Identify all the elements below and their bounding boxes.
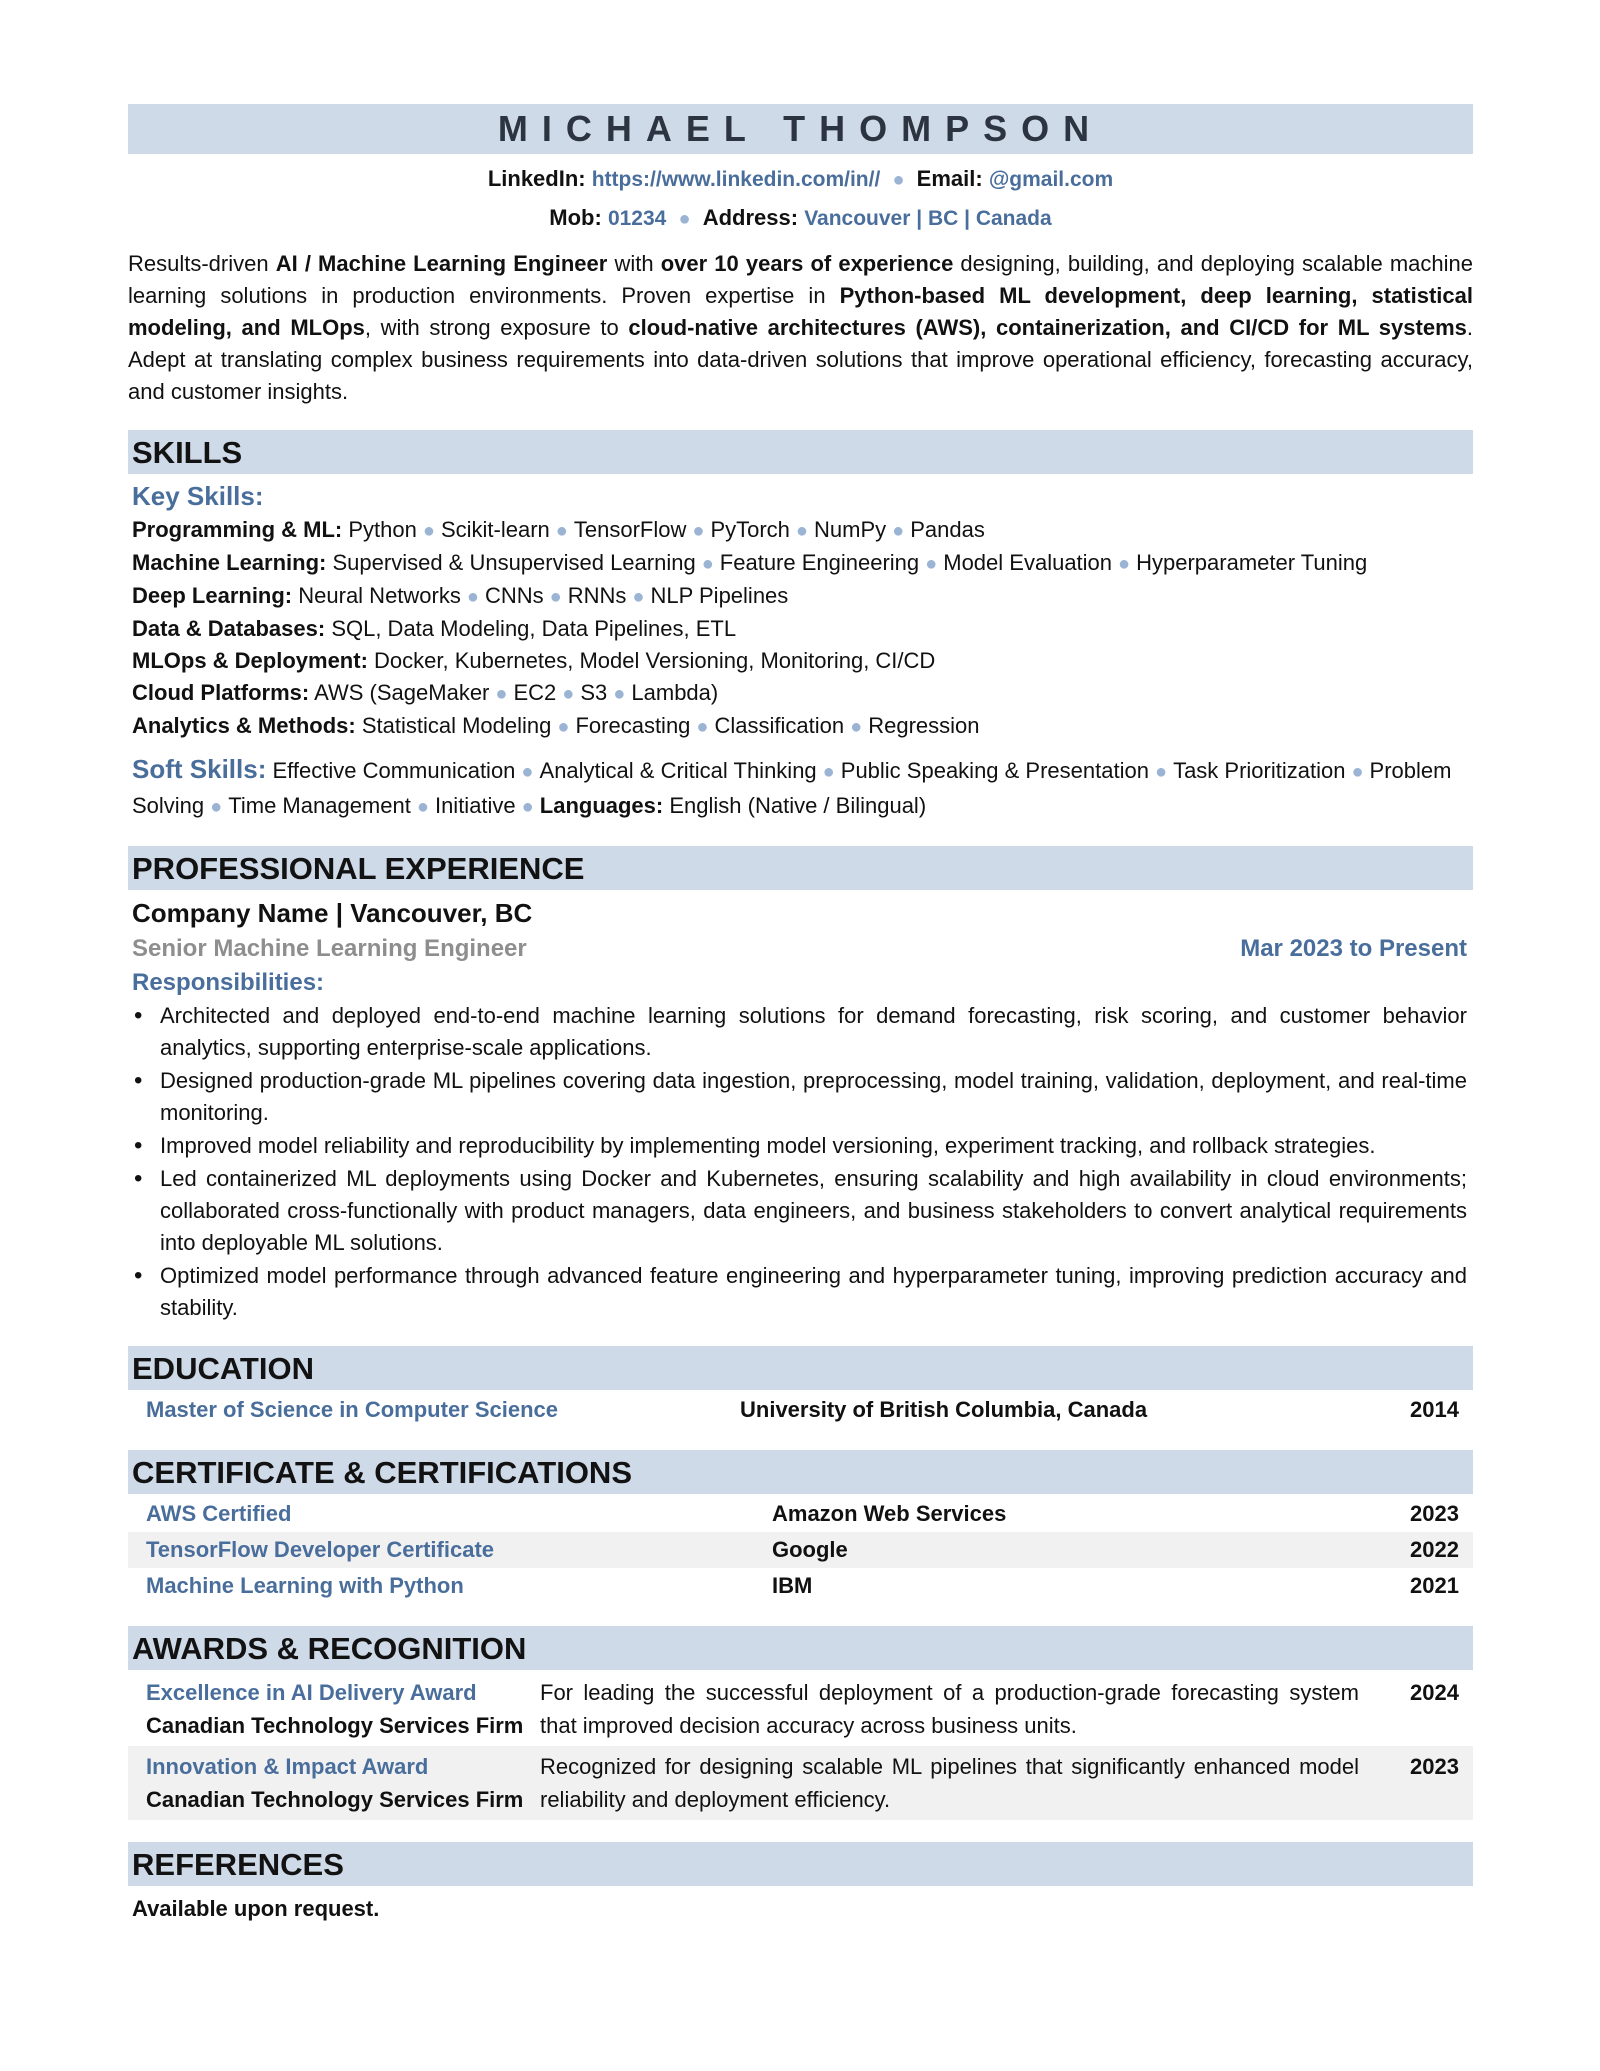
separator-dot-icon: ● <box>466 586 479 608</box>
award-description: For leading the successful deployment of a production-grade forecasting system that improved decision accuracy across business units. <box>540 1680 1359 1738</box>
separator-dot-icon: ● <box>557 716 570 738</box>
skill-item: Forecasting <box>575 713 691 738</box>
skill-item: Regression <box>868 713 980 738</box>
separator-dot-icon: ● <box>613 683 626 705</box>
languages-label: Languages: <box>539 793 664 818</box>
linkedin-link[interactable]: https://www.linkedin.com/in// <box>591 168 881 191</box>
cert-name: TensorFlow Developer Certificate <box>146 1537 495 1562</box>
key-skills-label: Key Skills: <box>132 481 264 511</box>
candidate-name: MICHAEL THOMPSON <box>128 104 1473 154</box>
separator-dot-icon: ● <box>822 761 835 783</box>
skill-item: AWS (SageMaker <box>314 680 490 705</box>
separator-dot-icon: ● <box>696 716 709 738</box>
company-name: Company Name | Vancouver, BC <box>132 898 533 928</box>
skill-category: MLOps & Deployment: <box>132 648 368 673</box>
cert-name: Machine Learning with Python <box>146 1573 464 1598</box>
separator-dot-icon: ● <box>422 520 435 542</box>
award-org: Canadian Technology Services Firm <box>146 1713 524 1738</box>
table-row <box>128 1568 1473 1604</box>
award-org: Canadian Technology Services Firm <box>146 1787 524 1812</box>
skill-category: Deep Learning: <box>132 583 293 608</box>
key-skills-list <box>128 514 1473 743</box>
separator-dot-icon: ● <box>1154 761 1168 783</box>
skill-item: Classification <box>714 713 845 738</box>
address-value: Vancouver | BC | Canada <box>804 207 1052 230</box>
soft-skills <box>128 753 1473 824</box>
award-name: Innovation & Impact Award <box>146 1754 429 1779</box>
list-item: • Designed production-grade ML pipelines covering data ingestion, preprocessing, model training, validation, deployment, and real-time monitoring. <box>128 1065 1467 1129</box>
table-row <box>128 1496 1473 1532</box>
soft-skill-item: Problem Solving <box>132 758 1452 818</box>
skill-row <box>132 677 1473 710</box>
soft-skill-item: Effective Communication <box>272 758 516 783</box>
skill-item: Neural Networks <box>298 583 461 608</box>
skill-item: Supervised & Unsupervised Learning <box>332 550 696 575</box>
mob-label: Mob: <box>549 205 602 230</box>
skill-item: Docker, Kubernetes, Model Versioning, Monitoring, CI/CD <box>374 648 936 673</box>
separator-dot-icon: ● <box>925 553 938 575</box>
separator-dot-icon: ● <box>521 796 534 818</box>
email-link[interactable]: @gmail.com <box>988 168 1114 191</box>
skill-row <box>132 710 1473 743</box>
responsibilities-list <box>128 1000 1473 1324</box>
skill-item: Python <box>348 517 417 542</box>
email-label: Email: <box>916 166 983 191</box>
skill-item: EC2 <box>513 680 557 705</box>
soft-skill-item: Initiative <box>434 793 516 818</box>
section-education: EDUCATION <box>128 1346 1473 1390</box>
skill-item: NumPy <box>814 517 887 542</box>
soft-skill-item: Time Management <box>228 793 411 818</box>
award-row <box>128 1672 1473 1746</box>
professional-summary: Results-driven AI / Machine Learning Engineer with over 10 years of experience designing, building, and deploying scalable machine learning solutions in production environments. Proven expertise in Python-based ML development, deep learning, statistical modeling, and MLOps, with strong exposure to cloud-native architectures (AWS), containerization, and CI/CD for ML systems. Adept at translating complex business requirements into data-driven solutions that improve operational efficiency, forecasting accuracy, and customer insights. <box>128 251 1473 404</box>
separator-dot-icon: ● <box>549 586 562 608</box>
school: University of British Columbia, Canada <box>740 1397 1148 1422</box>
section-skills: SKILLS <box>128 430 1473 474</box>
skill-item: PyTorch <box>710 517 790 542</box>
separator-dot-icon: ● <box>692 520 705 542</box>
award-description: Recognized for designing scalable ML pipelines that significantly enhanced model reliability and deployment efficiency. <box>540 1754 1359 1812</box>
section-experience: PROFESSIONAL EXPERIENCE <box>128 846 1473 890</box>
cert-issuer: IBM <box>772 1573 813 1598</box>
separator-dot-icon: ● <box>795 520 809 542</box>
separator-dot-icon: ● <box>892 169 905 191</box>
award-year: 2023 <box>1410 1754 1459 1779</box>
soft-skill-item: Task Prioritization <box>1173 758 1346 783</box>
award-left <box>128 1676 540 1742</box>
skill-item: RNNs <box>567 583 627 608</box>
skill-row <box>132 514 1473 547</box>
separator-dot-icon: ● <box>678 208 691 230</box>
skill-item: Hyperparameter Tuning <box>1136 550 1368 575</box>
separator-dot-icon: ● <box>850 716 863 738</box>
skill-item: Scikit-learn <box>440 517 550 542</box>
skill-category: Machine Learning: <box>132 550 327 575</box>
separator-dot-icon: ● <box>1118 553 1131 575</box>
soft-skill-item: Analytical & Critical Thinking <box>539 758 817 783</box>
list-item: • Architected and deployed end-to-end machine learning solutions for demand forecasting, risk scoring, and customer behavior analytics, supporting enterprise-scale applications. <box>128 1000 1467 1064</box>
job-title: Senior Machine Learning Engineer <box>132 935 527 962</box>
skill-category: Programming & ML: <box>132 517 343 542</box>
separator-dot-icon: ● <box>701 553 714 575</box>
skill-row <box>132 580 1473 613</box>
separator-dot-icon: ● <box>210 796 223 818</box>
skill-item: CNNs <box>484 583 544 608</box>
job-dates: Mar 2023 to Present <box>1240 935 1467 962</box>
education-row <box>128 1392 1473 1428</box>
contact-line-1 <box>128 160 1473 199</box>
skill-category: Analytics & Methods: <box>132 713 356 738</box>
education-year: 2014 <box>1410 1397 1459 1422</box>
award-name: Excellence in AI Delivery Award <box>146 1680 477 1705</box>
separator-dot-icon: ● <box>562 683 575 705</box>
skill-category: Cloud Platforms: <box>132 680 310 705</box>
skill-item: NLP Pipelines <box>650 583 789 608</box>
award-left <box>128 1750 540 1816</box>
degree: Master of Science in Computer Science <box>146 1397 559 1422</box>
section-references: REFERENCES <box>128 1842 1473 1886</box>
skill-row <box>132 547 1473 580</box>
resume-page <box>128 104 1473 1928</box>
separator-dot-icon: ● <box>521 761 534 783</box>
separator-dot-icon: ● <box>555 520 568 542</box>
table-row <box>128 1532 1473 1568</box>
separator-dot-icon: ● <box>1351 761 1364 783</box>
cert-year: 2023 <box>1410 1501 1459 1526</box>
separator-dot-icon: ● <box>416 796 429 818</box>
skill-item: S3 <box>580 680 608 705</box>
cert-issuer: Amazon Web Services <box>772 1501 1007 1526</box>
skill-item: TensorFlow <box>573 517 687 542</box>
cert-year: 2021 <box>1410 1573 1459 1598</box>
mob-value: 01234 <box>607 207 667 230</box>
skill-row <box>132 613 1473 645</box>
contact-line-2 <box>128 199 1473 238</box>
skill-item: Feature Engineering <box>719 550 920 575</box>
cert-issuer: Google <box>772 1537 848 1562</box>
list-item: • Improved model reliability and reproducibility by implementing model versioning, experiment tracking, and rollback strategies. <box>128 1130 1467 1162</box>
skill-category: Data & Databases: <box>132 616 326 641</box>
skill-item: Model Evaluation <box>943 550 1113 575</box>
soft-skills-label: Soft Skills: <box>132 754 267 784</box>
role-row <box>128 932 1473 966</box>
section-awards: AWARDS & RECOGNITION <box>128 1626 1473 1670</box>
separator-dot-icon: ● <box>892 520 905 542</box>
cert-year: 2022 <box>1410 1537 1459 1562</box>
address-label: Address: <box>702 205 799 230</box>
linkedin-label: LinkedIn: <box>487 166 586 191</box>
skill-row <box>132 645 1473 677</box>
separator-dot-icon: ● <box>495 683 508 705</box>
skill-item: Statistical Modeling <box>361 713 552 738</box>
list-item: • Optimized model performance through advanced feature engineering and hyperparameter tuning, improving prediction accuracy and stability. <box>128 1260 1467 1324</box>
list-item: • Led containerized ML deployments using Docker and Kubernetes, ensuring scalability and high availability in cloud environments; collaborated cross-functionally with product managers, data engineers, and business stakeholders to convert analytical requirements into deployable ML solutions. <box>128 1163 1467 1259</box>
references-text: Available upon request. <box>132 1896 380 1921</box>
soft-skill-item: Public Speaking & Presentation <box>840 758 1149 783</box>
section-certifications: CERTIFICATE & CERTIFICATIONS <box>128 1450 1473 1494</box>
skill-item: Pandas <box>910 517 985 542</box>
award-year: 2024 <box>1410 1680 1459 1705</box>
award-row <box>128 1746 1473 1820</box>
skill-item: Lambda) <box>631 680 719 705</box>
languages-value: English (Native / Bilingual) <box>669 793 927 818</box>
skill-item: SQL, Data Modeling, Data Pipelines, ETL <box>331 616 737 641</box>
responsibilities-label: Responsibilities: <box>132 969 325 996</box>
separator-dot-icon: ● <box>632 586 645 608</box>
cert-name: AWS Certified <box>146 1501 292 1526</box>
